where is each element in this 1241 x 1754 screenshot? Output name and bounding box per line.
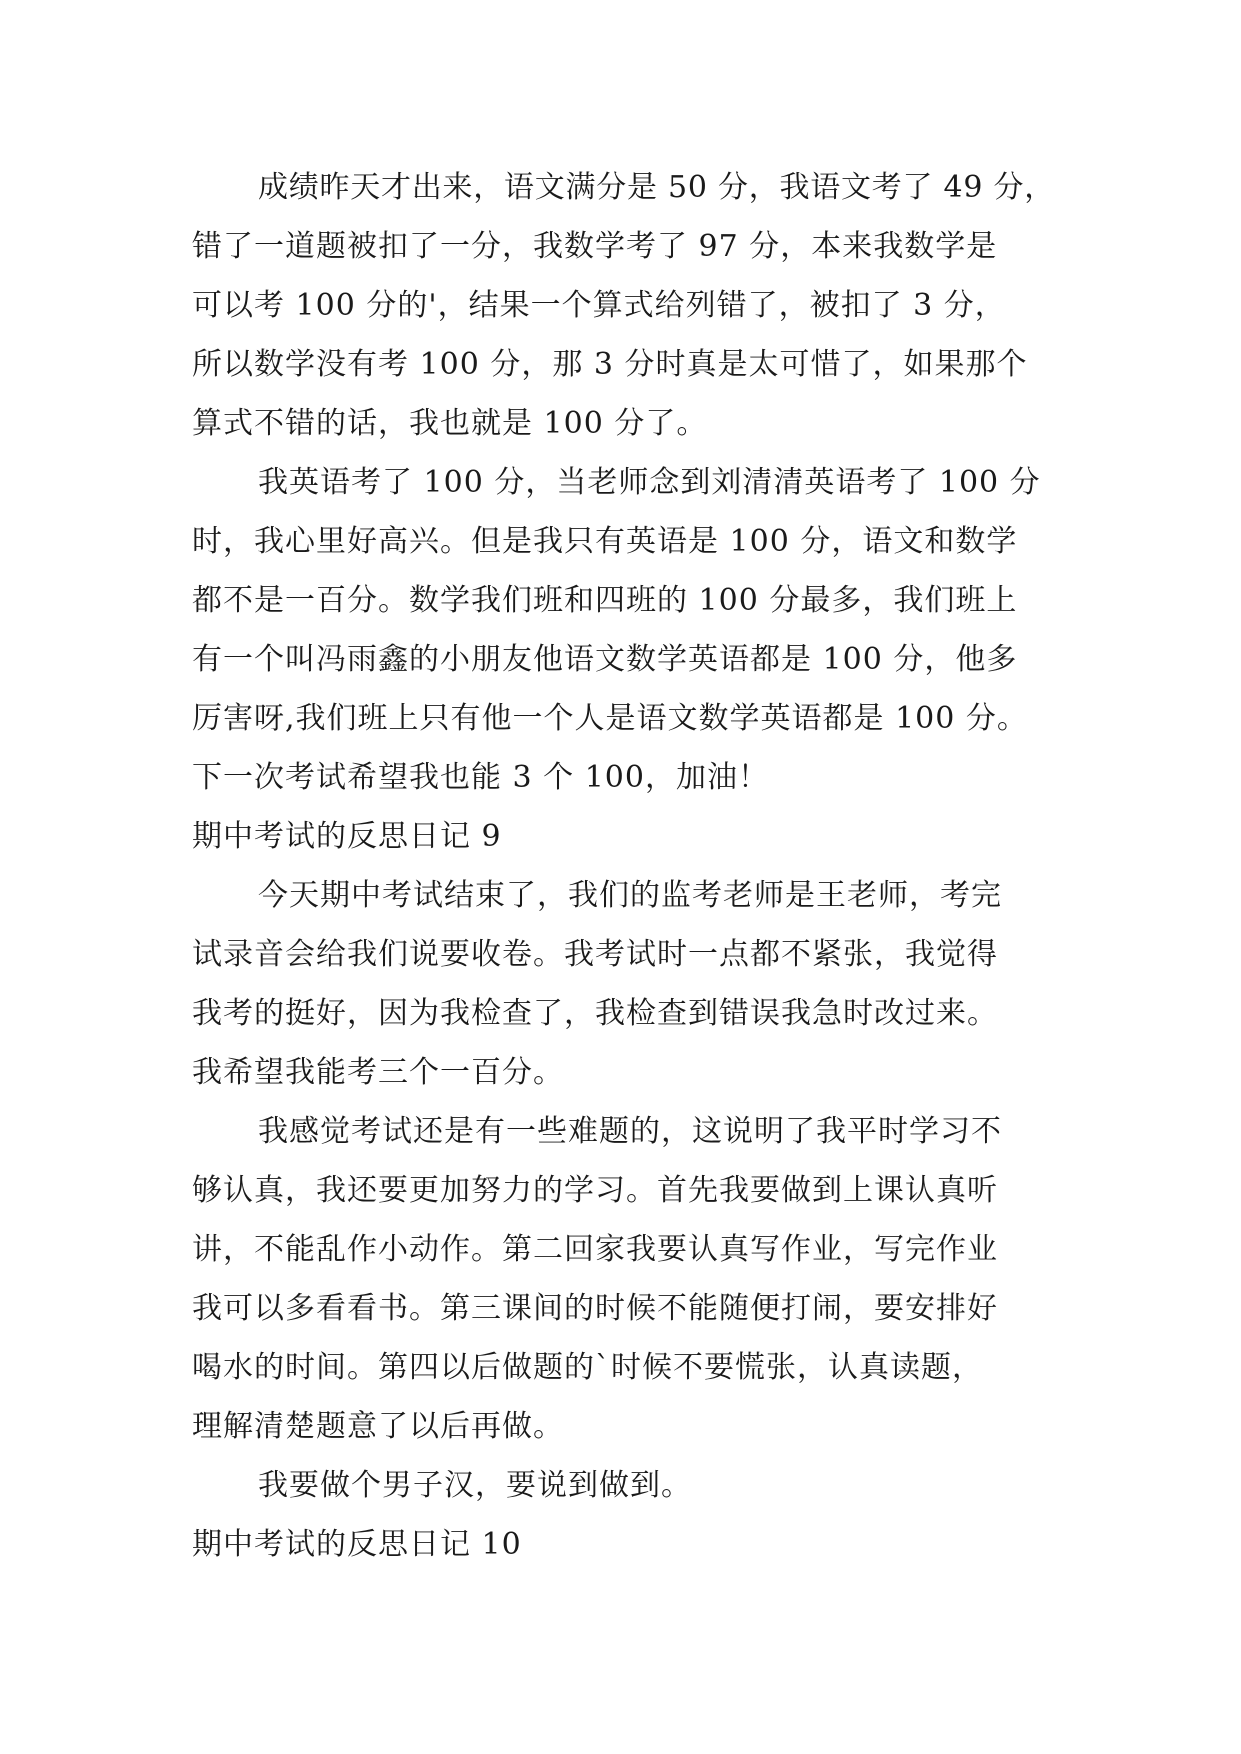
paragraph-line: 我希望我能考三个一百分。 [192,1055,564,1090]
paragraph-line: 有一个叫冯雨鑫的小朋友他语文数学英语都是 100 分，他多 [192,642,1018,677]
paragraph-line: 喝水的时间。第四以后做题的`时候不要慌张，认真读题， [192,1350,983,1385]
paragraph-line: 成绩昨天才出来，语文满分是 50 分，我语文考了 49 分， [258,170,1055,205]
paragraph-line: 我英语考了 100 分，当老师念到刘清清英语考了 100 分 [258,465,1041,500]
paragraph-line: 都不是一百分。数学我们班和四班的 100 分最多，我们班上 [192,583,1018,618]
document-body [192,158,1062,1574]
paragraph-line: 讲，不能乱作小动作。第二回家我要认真写作业，写完作业 [192,1232,998,1267]
section-heading: 期中考试的反思日记 9 [192,819,502,854]
paragraph-line: 我可以多看看书。第三课间的时候不能随便打闹，要安排好 [192,1291,998,1326]
paragraph-line: 错了一道题被扣了一分，我数学考了 97 分，本来我数学是 [192,229,998,264]
paragraph-line: 理解清楚题意了以后再做。 [192,1409,564,1444]
paragraph-line: 下一次考试希望我也能 3 个 100，加油！ [192,760,769,795]
paragraph-line: 所以数学没有考 100 分，那 3 分时真是太可惜了，如果那个 [192,347,1028,382]
paragraph-line: 时，我心里好高兴。但是我只有英语是 100 分，语文和数学 [192,524,1018,559]
paragraph-line: 我感觉考试还是有一些难题的，这说明了我平时学习不 [258,1114,1002,1149]
paragraph-line: 可以考 100 分的'，结果一个算式给列错了，被扣了 3 分， [192,288,1006,323]
paragraph-line: 今天期中考试结束了，我们的监考老师是王老师，考完 [258,878,1002,913]
paragraph-line: 算式不错的话，我也就是 100 分了。 [192,406,708,441]
paragraph-line: 我要做个男子汉，要说到做到。 [258,1468,692,1503]
paragraph-line: 试录音会给我们说要收卷。我考试时一点都不紧张，我觉得 [192,937,998,972]
paragraph-line: 厉害呀,我们班上只有他一个人是语文数学英语都是 100 分。 [192,701,1028,736]
section-heading: 期中考试的反思日记 10 [192,1527,522,1562]
paragraph-line: 我考的挺好，因为我检查了，我检查到错误我急时改过来。 [192,996,998,1031]
paragraph-line: 够认真，我还要更加努力的学习。首先我要做到上课认真听 [192,1173,998,1208]
